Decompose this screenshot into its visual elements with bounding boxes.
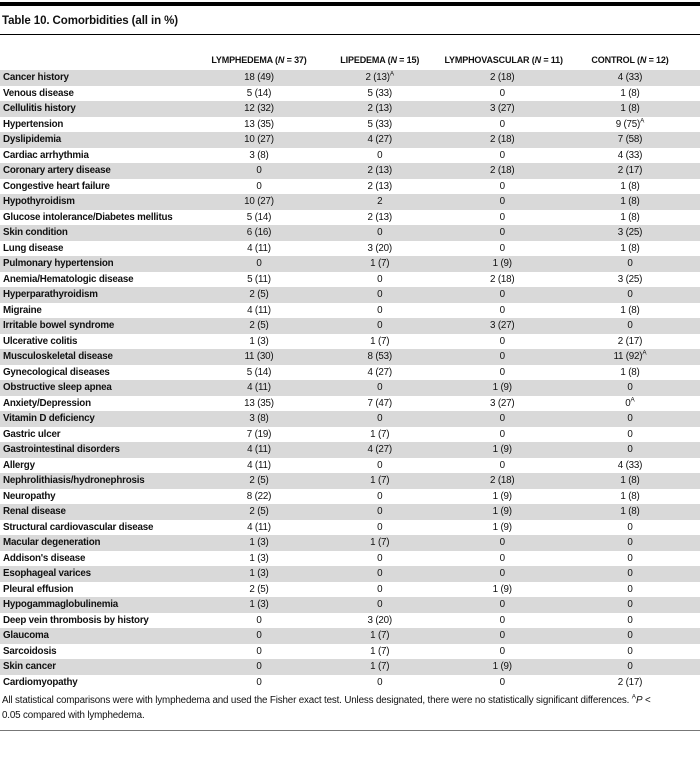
comorbidity-label: Cardiac arrhythmia	[3, 149, 89, 161]
value-cell: 1 (7)	[370, 645, 390, 657]
bottom-divider	[0, 730, 700, 731]
value-cell: 1 (8)	[620, 506, 640, 517]
column-header-control: CONTROL (N = 12)	[591, 55, 669, 65]
value-cell: 0	[499, 599, 505, 610]
table-row	[0, 256, 700, 272]
value-cell: 0	[377, 506, 383, 517]
table-row	[0, 628, 700, 644]
value-cell: 2 (5)	[249, 475, 269, 486]
comorbidity-label: Congestive heart failure	[3, 180, 110, 192]
comorbidity-label: Esophageal varices	[3, 568, 91, 579]
value-cell: 0	[377, 459, 383, 471]
value-cell: 2	[377, 196, 383, 207]
footnote-significance-marker: A	[631, 693, 636, 701]
value-cell: 2 (13)	[367, 103, 392, 114]
table-row	[0, 241, 700, 257]
value-cell: 2 (17)	[617, 335, 643, 347]
footnote-text: All statistical comparisons were with lymphedema and used the Fisher exact test. Unless designated, there were no statistically significant differences.	[2, 695, 630, 706]
comorbidity-label: Structural cardiovascular disease	[3, 521, 154, 533]
table-row	[0, 117, 700, 133]
value-cell: 0	[256, 258, 262, 269]
comorbidity-label: Renal disease	[3, 506, 66, 517]
value-cell: 13 (35)	[244, 118, 274, 130]
value-cell: 5 (11)	[247, 273, 271, 285]
value-cell: 0	[627, 614, 633, 626]
value-cell: 1 (9)	[492, 258, 512, 269]
column-header-lymphedema: LYMPHEDEMA (N = 37)	[211, 55, 307, 65]
value-cell: 3 (20)	[367, 242, 392, 254]
value-cell: 0	[377, 227, 383, 238]
value-cell: 7 (58)	[617, 134, 643, 145]
value-cell: 0	[627, 568, 633, 579]
value-cell: 2 (5)	[249, 320, 269, 331]
comorbidities-table	[0, 35, 700, 690]
value-cell: 9 $(75)^A$	[615, 117, 645, 130]
value-cell: 1 (8)	[620, 475, 640, 486]
value-cell: 18 (49)	[244, 72, 274, 83]
comorbidity-label: Macular degeneration	[3, 537, 101, 548]
value-cell: 0	[499, 196, 505, 207]
table-row	[0, 86, 700, 102]
comorbidity-label: Nephrolithiasis/hydronephrosis	[3, 475, 145, 486]
value-cell: 2 (5)	[249, 583, 269, 595]
value-cell: 0	[377, 149, 383, 161]
value-cell: 1 (3)	[249, 537, 269, 548]
value-cell: 0	[256, 645, 262, 657]
value-cell: 2 (13)	[367, 165, 392, 176]
comorbidity-label: Anxiety/Depression	[3, 397, 91, 409]
value-cell: 3 (27)	[490, 320, 515, 331]
value-cell: 3 (25)	[617, 227, 643, 238]
footnote-p-symbol: P	[635, 695, 643, 706]
table-row	[0, 163, 700, 179]
value-cell: 0	[627, 413, 633, 424]
comorbidity-label: Obstructive sleep apnea	[3, 382, 112, 393]
table-row	[0, 179, 700, 195]
table-footnote	[0, 694, 664, 723]
comorbidity-label: Hypertension	[3, 118, 64, 130]
comorbidity-label: Addison's disease	[3, 552, 86, 564]
comorbidity-label: Cellulitis history	[3, 103, 76, 114]
value-cell: 1 (7)	[370, 258, 390, 269]
comorbidity-label: Lung disease	[3, 242, 64, 254]
value-cell: 3 (27)	[490, 397, 515, 409]
value-cell: 0	[377, 289, 383, 300]
comorbidity-label: Hypogammaglobulinemia	[3, 599, 119, 610]
value-cell: 3 (8)	[249, 413, 269, 424]
comorbidity-label: Skin cancer	[3, 661, 56, 672]
comorbidity-label: Ulcerative colitis	[3, 335, 78, 347]
comorbidity-label: Irritable bowel syndrome	[3, 320, 115, 331]
value-cell: 1 (7)	[370, 475, 390, 486]
value-cell: 1 (7)	[370, 428, 390, 440]
significance-marker: A	[640, 117, 645, 125]
value-cell: 0	[256, 614, 262, 626]
value-cell: 0	[627, 661, 633, 672]
table-row	[0, 489, 700, 505]
comorbidity-label: Deep vein thrombosis by history	[3, 614, 149, 626]
value-cell: 1 (8)	[620, 490, 640, 502]
value-cell: 2 (18)	[490, 475, 515, 486]
comorbidity-label: Vitamin D deficiency	[3, 413, 95, 424]
value-cell: 2 (5)	[249, 289, 269, 300]
value-cell: 0	[499, 459, 505, 471]
value-cell: 5 (14)	[246, 211, 272, 223]
value-cell: 0	[499, 537, 505, 548]
table-row	[0, 504, 700, 520]
value-cell: 4 (11)	[247, 242, 271, 254]
value-cell: 0	[377, 273, 383, 285]
value-cell: 1 (8)	[620, 211, 640, 223]
significance-marker: A	[642, 349, 647, 357]
value-cell: 7 (19)	[246, 428, 272, 440]
value-cell: 1 (9)	[492, 444, 512, 455]
value-cell: 0	[256, 676, 262, 688]
value-cell: 0	[627, 444, 633, 455]
value-cell: 0	[627, 521, 633, 533]
comorbidity-label: Hypothyroidism	[3, 196, 75, 207]
value-cell: 4 (27)	[367, 444, 392, 455]
value-cell: 0	[499, 366, 505, 378]
value-cell: 0	[499, 630, 505, 641]
value-cell: 2 (18)	[490, 72, 515, 83]
value-cell: 4 (11)	[247, 382, 271, 393]
value-cell: 5 (14)	[246, 366, 272, 378]
table-row	[0, 272, 700, 288]
comorbidity-label: Skin condition	[3, 227, 68, 238]
table-row	[0, 520, 700, 536]
value-cell: 0	[627, 630, 633, 641]
value-cell: 0	[499, 568, 505, 579]
value-cell: 0	[499, 335, 505, 347]
value-cell: 4 (11)	[247, 459, 271, 471]
value-cell: 1 (3)	[249, 552, 269, 564]
value-cell: 13 (35)	[244, 397, 274, 409]
value-cell: 4 (11)	[247, 304, 271, 316]
value-cell: 7 (47)	[367, 397, 392, 409]
value-cell: 1 (9)	[492, 521, 512, 533]
comorbidity-label: Cancer history	[3, 72, 69, 83]
table-row	[0, 349, 700, 365]
value-cell: 0	[499, 614, 505, 626]
value-cell: 1 (8)	[620, 196, 640, 207]
comorbidity-label: Glucose intolerance/Diabetes mellitus	[3, 211, 173, 223]
value-cell: 1 (8)	[620, 242, 640, 254]
table-row	[0, 566, 700, 582]
value-cell: 2 (18)	[490, 134, 515, 145]
value-cell: 0	[377, 382, 383, 393]
table-row	[0, 225, 700, 241]
value-cell: $0^A$	[625, 396, 635, 409]
value-cell: 0	[627, 258, 633, 269]
value-cell: 0	[499, 242, 505, 254]
table-row	[0, 101, 700, 117]
value-cell: 0	[499, 289, 505, 300]
value-cell: 0	[377, 320, 383, 331]
table-row	[0, 334, 700, 350]
value-cell: 4 (11)	[247, 444, 271, 455]
value-cell: 0	[499, 676, 505, 688]
table-row	[0, 473, 700, 489]
comorbidity-label: Pleural effusion	[3, 583, 74, 595]
comorbidity-label: Gynecological diseases	[3, 366, 110, 378]
comorbidity-label: Sarcoidosis	[3, 645, 57, 657]
table-row	[0, 411, 700, 427]
value-cell: 1 (9)	[492, 583, 512, 595]
value-cell: 0	[377, 568, 383, 579]
value-cell: 3 (25)	[617, 273, 643, 285]
value-cell: 1 (8)	[620, 180, 640, 192]
value-cell: 0	[499, 118, 505, 130]
value-cell: 1 (7)	[370, 661, 390, 672]
table-row	[0, 148, 700, 164]
value-cell: 0	[256, 630, 262, 641]
value-cell: 0	[627, 599, 633, 610]
comorbidity-label: Gastrointestinal disorders	[3, 444, 120, 455]
value-cell: 2 (5)	[249, 506, 269, 517]
column-header-lipedema: LIPEDEMA (N = 15)	[340, 55, 420, 65]
table-row	[0, 458, 700, 474]
value-cell: 1 (8)	[620, 304, 640, 316]
value-cell: 0	[499, 227, 505, 238]
value-cell: 0	[627, 537, 633, 548]
row-label-column-header	[0, 35, 203, 70]
value-cell: 1 (9)	[492, 490, 512, 502]
value-cell: 4 (27)	[367, 134, 392, 145]
table-row	[0, 644, 700, 660]
value-cell: 0	[499, 149, 505, 161]
table-row	[0, 303, 700, 319]
value-cell: 8 (22)	[246, 490, 272, 502]
value-cell: 2 (13)	[367, 211, 392, 223]
value-cell: 1 (3)	[249, 599, 269, 610]
value-cell: 3 (20)	[367, 614, 392, 626]
comorbidity-label: Neuropathy	[3, 490, 56, 502]
value-cell: 0	[499, 645, 505, 657]
value-cell: 0	[499, 413, 505, 424]
comorbidity-label: Dyslipidemia	[3, 134, 62, 145]
value-cell: 2 (17)	[617, 165, 643, 176]
value-cell: 0	[627, 289, 633, 300]
table-row	[0, 287, 700, 303]
value-cell: 1 (8)	[620, 366, 640, 378]
value-cell: 4 (33)	[617, 459, 643, 471]
table-row	[0, 675, 700, 691]
table-row	[0, 535, 700, 551]
value-cell: 3 (27)	[490, 103, 515, 114]
value-cell: 2 (17)	[617, 676, 643, 688]
value-cell: 5 (33)	[367, 87, 392, 99]
table-row	[0, 659, 700, 675]
value-cell: 2 (18)	[490, 273, 515, 285]
table-row	[0, 427, 700, 443]
value-cell: 2 (18)	[490, 165, 515, 176]
value-cell: 10 (27)	[244, 196, 274, 207]
table-title: Table 10. Comorbidities (all in %)	[2, 15, 178, 27]
table-row	[0, 597, 700, 613]
value-cell: 0	[627, 583, 633, 595]
value-cell: 1 (7)	[370, 335, 390, 347]
comorbidity-label: Cardiomyopathy	[3, 676, 78, 688]
value-cell: 0	[377, 490, 383, 502]
value-cell: 0	[499, 304, 505, 316]
value-cell: 0	[499, 552, 505, 564]
value-cell: 8 (53)	[367, 351, 392, 362]
value-cell: 1 (9)	[492, 382, 512, 393]
value-cell: 11 $(92)^A$	[613, 349, 647, 362]
table-row	[0, 551, 700, 567]
table-row	[0, 132, 700, 148]
table-row	[0, 318, 700, 334]
value-cell: 1 (3)	[249, 335, 269, 347]
value-cell: 0	[499, 180, 505, 192]
value-cell: 0	[499, 351, 505, 362]
value-cell: 0	[256, 180, 262, 192]
value-cell: 12 (32)	[244, 103, 274, 114]
comorbidity-label: Venous disease	[3, 87, 74, 99]
value-cell: 4 (27)	[367, 366, 392, 378]
value-cell: 0	[377, 599, 383, 610]
value-cell: 1 (3)	[249, 568, 269, 579]
table-row	[0, 365, 700, 381]
value-cell: 0	[499, 211, 505, 223]
value-cell: 4 (11)	[247, 521, 271, 533]
value-cell: 0	[627, 320, 633, 331]
comorbidity-label: Coronary artery disease	[3, 165, 111, 176]
table-row	[0, 380, 700, 396]
value-cell: 0	[627, 552, 633, 564]
footnote-threshold: < 0.05 compared with lymphedema.	[2, 695, 651, 721]
value-cell: 0	[377, 552, 383, 564]
value-cell: 0	[627, 645, 633, 657]
value-cell: 11 (30)	[244, 351, 274, 362]
table-row	[0, 442, 700, 458]
value-cell: 0	[499, 87, 505, 99]
comorbidity-label: Hyperparathyroidism	[3, 289, 98, 300]
value-cell: 1 (9)	[492, 661, 512, 672]
table-row	[0, 582, 700, 598]
value-cell: 0	[377, 304, 383, 316]
comorbidity-label: Anemia/Hematologic disease	[3, 273, 134, 285]
value-cell: 5 (14)	[246, 87, 272, 99]
table-row	[0, 70, 700, 86]
comorbidity-label: Allergy	[3, 459, 35, 471]
value-cell: 1 (7)	[370, 630, 390, 641]
value-cell: 1 (7)	[370, 537, 390, 548]
comorbidity-label: Migraine	[3, 304, 42, 316]
column-header-lymphovascular: LYMPHOVASCULAR (N = 11)	[444, 55, 563, 65]
value-cell: 0	[377, 413, 383, 424]
value-cell: 0	[627, 382, 633, 393]
value-cell: 1 (8)	[620, 103, 640, 114]
significance-marker: A	[630, 396, 635, 404]
comorbidity-label: Glaucoma	[3, 630, 49, 641]
value-cell: 10 (27)	[244, 134, 274, 145]
value-cell: 0	[256, 661, 262, 672]
value-cell: 2 (13)	[367, 180, 392, 192]
table-row	[0, 194, 700, 210]
significance-marker: A	[389, 70, 395, 78]
value-cell: 4 (33)	[617, 149, 643, 161]
table-row	[0, 613, 700, 629]
value-cell: 4 (33)	[617, 72, 643, 83]
value-cell: 6 (16)	[246, 227, 272, 238]
value-cell: 0	[499, 428, 505, 440]
value-cell: 5 (33)	[367, 118, 392, 130]
value-cell: 0	[377, 676, 383, 688]
value-cell: 0	[627, 428, 633, 440]
comorbidity-label: Gastric ulcer	[3, 428, 61, 440]
value-cell: 1 (9)	[492, 506, 512, 517]
comorbidity-label: Pulmonary hypertension	[3, 258, 114, 269]
table-row	[0, 396, 700, 412]
value-cell: 1 (8)	[620, 87, 640, 99]
value-cell: 2 $(13)^A$	[365, 70, 395, 83]
value-cell: 0	[377, 521, 383, 533]
value-cell: 3 (8)	[249, 149, 269, 161]
table-row	[0, 210, 700, 226]
value-cell: 0	[256, 165, 262, 176]
value-cell: 0	[377, 583, 383, 595]
table-header-row	[0, 35, 700, 70]
comorbidity-label: Musculoskeletal disease	[3, 351, 113, 362]
